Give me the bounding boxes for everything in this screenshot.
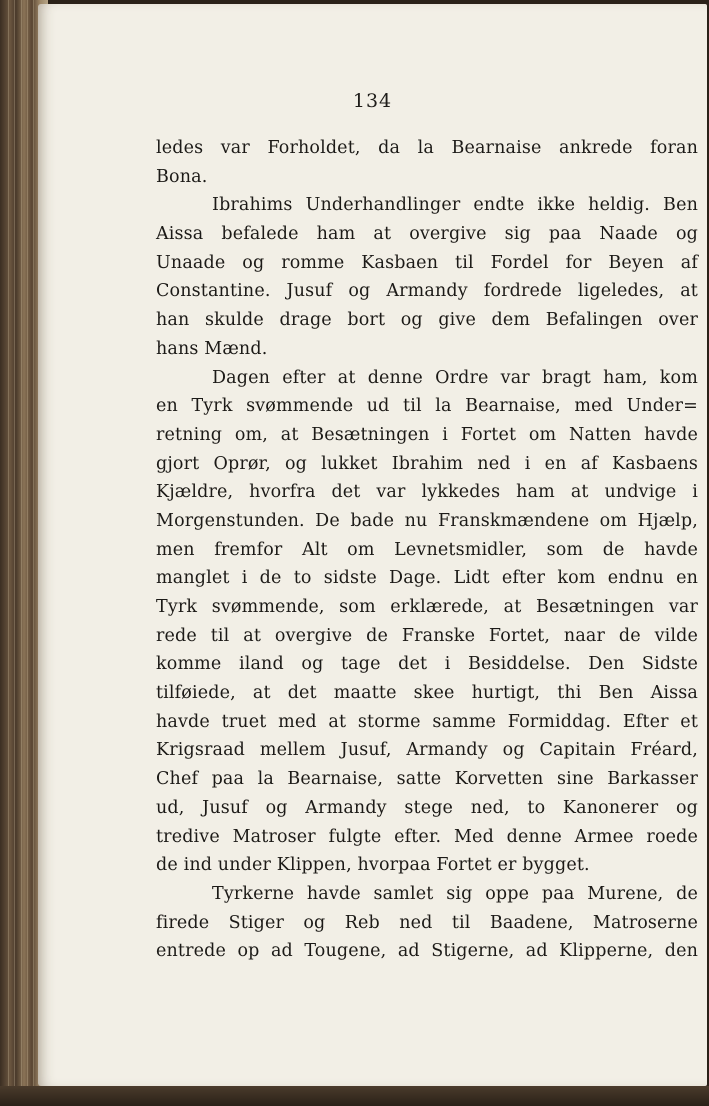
text-line: Unaade og romme Kasbaen til Fordel for Beyen af (156, 252, 698, 273)
text-line: rede til at overgive de Franske Fortet, naar de vilde (156, 625, 698, 646)
page-text (156, 134, 698, 966)
text-line: tredive Matroser fulgte efter. Med denne Armee roede (156, 826, 698, 847)
text-line: ledes var Forholdet, da la Bearnaise ankrede foran (156, 138, 698, 158)
text-line: ud, Jusuf og Armandy stege ned, to Kanonerer og (156, 797, 698, 818)
text-line: tilføiede, at det maatte skee hurtigt, thi Ben Aissa (156, 683, 698, 704)
text-line: gjort Oprør, og lukket Ibrahim ned i en af Kasbaens (156, 453, 698, 474)
text-line: en Tyrk svømmende ud til la Bearnaise, med Under= (156, 396, 698, 417)
text-line: entrede op ad Tougene, ad Stigerne, ad Klipperne, den (156, 941, 698, 962)
text-line: retning om, at Besætningen i Fortet om Natten havde (156, 424, 698, 445)
text-line: hans Mænd. (156, 338, 268, 359)
text-line: komme iland og tage det i Besiddelse. Den Sidste (156, 654, 698, 675)
text-line: Bona. (156, 166, 208, 187)
text-line: han skulde drage bort og give dem Befalingen over (156, 310, 698, 331)
text-line: Chef paa la Bearnaise, satte Korvetten sine Barkasser (156, 769, 698, 790)
text-line: men fremfor Alt om Levnetsmidler, som de havde (156, 539, 698, 560)
page-number: 134 (352, 90, 393, 112)
text-line: Morgenstunden. De bade nu Franskmændene om Hjælp, (156, 510, 698, 531)
text-line: Krigsraad mellem Jusuf, Armandy og Capitain Fréard, (156, 740, 698, 761)
text-line: Kjældre, hvorfra det var lykkedes ham at undvige i (156, 482, 698, 503)
text-line: Dagen efter at denne Ordre var bragt ham, kom (212, 367, 698, 388)
book-page (38, 4, 707, 1086)
text-line: havde truet med at storme samme Formiddag. Efter et (156, 711, 698, 732)
text-line: de ind under Klippen, hvorpaa Fortet er bygget. (156, 855, 590, 876)
text-line: Tyrkerne havde samlet sig oppe paa Murene, de (212, 883, 698, 904)
text-line: firede Stiger og Reb ned til Baadene, Matroserne (156, 912, 698, 933)
text-line: Constantine. Jusuf og Armandy fordrede ligeledes, at (156, 281, 698, 302)
text-line: Aissa befalede ham at overgive sig paa Naade og (156, 224, 698, 245)
text-line: Tyrk svømmende, som erklærede, at Besætningen var (156, 597, 698, 617)
text-line: Ibrahims Underhandlinger endte ikke heldig. Ben (212, 195, 698, 216)
page-bottom-shadow (0, 1086, 709, 1106)
text-line: manglet i de to sidste Dage. Lidt efter kom endnu en (156, 568, 698, 589)
